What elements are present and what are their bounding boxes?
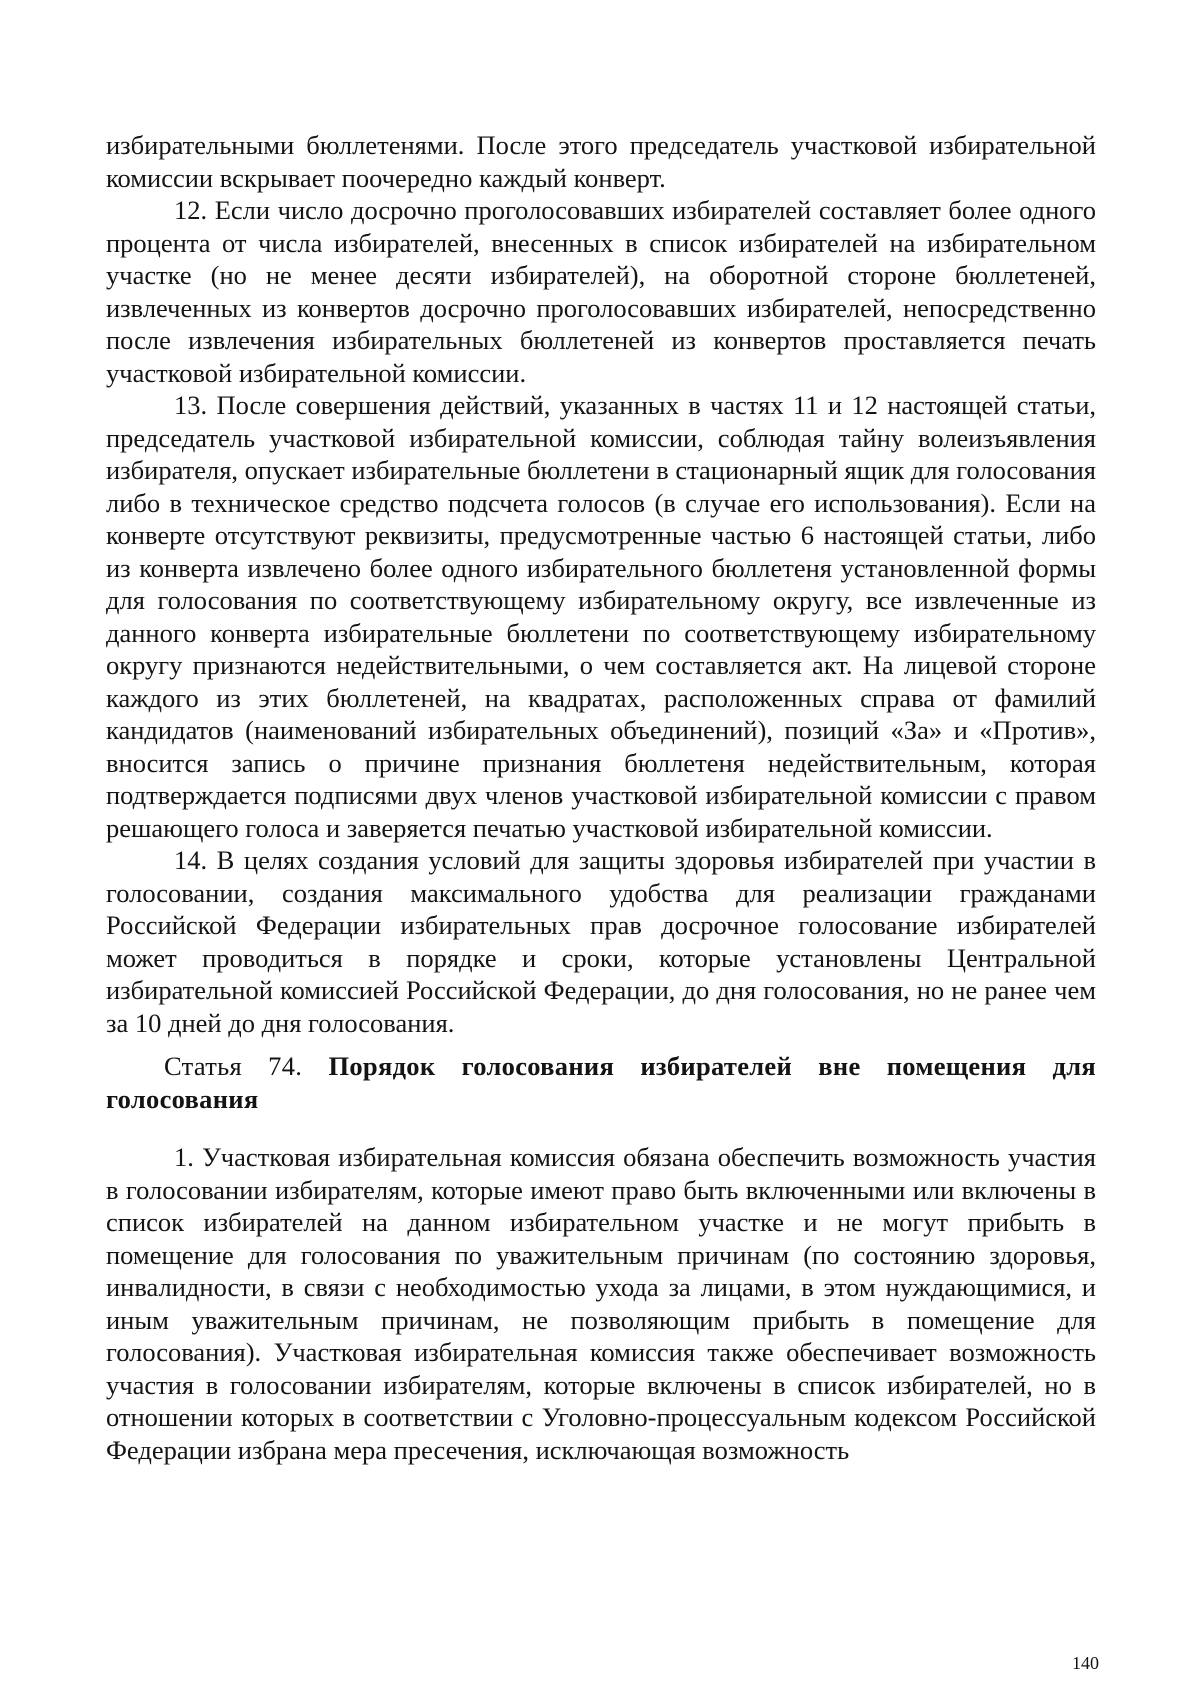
page-number: 140 [1072, 1653, 1099, 1673]
article-heading [106, 1050, 1096, 1116]
article-title: Порядок голосования избирателей вне помещения для голосования [106, 1051, 1096, 1114]
paragraph-item-14: 14. В целях создания условий для защиты здоровья избирателей при участии в голосовании, создания максимального удобства для реализации гражданами Российской Федерации избирательных прав досрочное голосование избирателей может проводиться в порядке и сроки, которые установлены Центральной избирательной комиссией Российской Федерации, до дня голосования, но не ранее чем за 10 дней до дня голосования. [106, 845, 1096, 1038]
paragraph-item-12: 12. Если число досрочно проголосовавших избирателей составляет более одного процента от числа избирателей, внесенных в список избирателей на избирательном участке (но не менее десяти избирателей), на оборотной стороне бюллетеней, извлеченных из конвертов досрочно проголосовавших избирателей, непосредственно после извлечения избирательных бюллетеней из конвертов проставляется печать участковой избирательной комиссии. [106, 195, 1096, 388]
article-paragraph-1: 1. Участковая избирательная комиссия обязана обеспечить возможность участия в голосовании избирателям, которые имеют право быть включенными или включены в список избирателей на данном избирательном участке и не могут прибыть в помещение для голосования по уважительным причинам (по состоянию здоровья, инвалидности, в связи с необходимостью ухода за лицами, в этом нуждающимися, и иным уважительным причинам, не позволяющим прибыть в помещение для голосования). Участковая избирательная комиссия также обеспечивает возможность участия в голосовании избирателям, которые включены в список избирателей, но в отношении которых в соответствии с Уголовно-процессуальным кодексом Российской Федерации избрана мера пресечения, исключающая возможность [106, 1142, 1096, 1465]
paragraph-item-13: 13. После совершения действий, указанных в частях 11 и 12 настоящей статьи, председатель участковой избирательной комиссии, соблюдая тайну волеизъявления избирателя, опускает избирательные бюллетени в стационарный ящик для голосования либо в техническое средство подсчета голосов (в случае его использования). Если на конверте отсутствуют реквизиты, предусмотренные частью 6 настоящей статьи, либо из конверта извлечено более одного избирательного бюллетеня установленной формы для голосования по соответствующему избирательному округу, все извлеченные из данного конверта избирательные бюллетени по соответствующему избирательному округу признаются недействительными, о чем составляется акт. На лицевой стороне каждого из этих бюллетеней, на квадратах, расположенных справа от фамилий кандидатов (наименований избирательных объединений), позиций «За» и «Против», вносится запись о причине признания бюллетеня недействительным, которая подтверждается подписями двух членов участковой избирательной комиссии с правом решающего голоса и заверяется печатью участковой избирательной комиссии. [106, 390, 1096, 843]
paragraph-continuation: избирательными бюллетенями. После этого председатель участковой избирательной комиссии вскрывает поочередно каждый конверт. [106, 130, 1096, 193]
article-label: Статья 74. [164, 1051, 303, 1081]
article-text-block [106, 1141, 1096, 1466]
main-text-block [106, 129, 1096, 1039]
